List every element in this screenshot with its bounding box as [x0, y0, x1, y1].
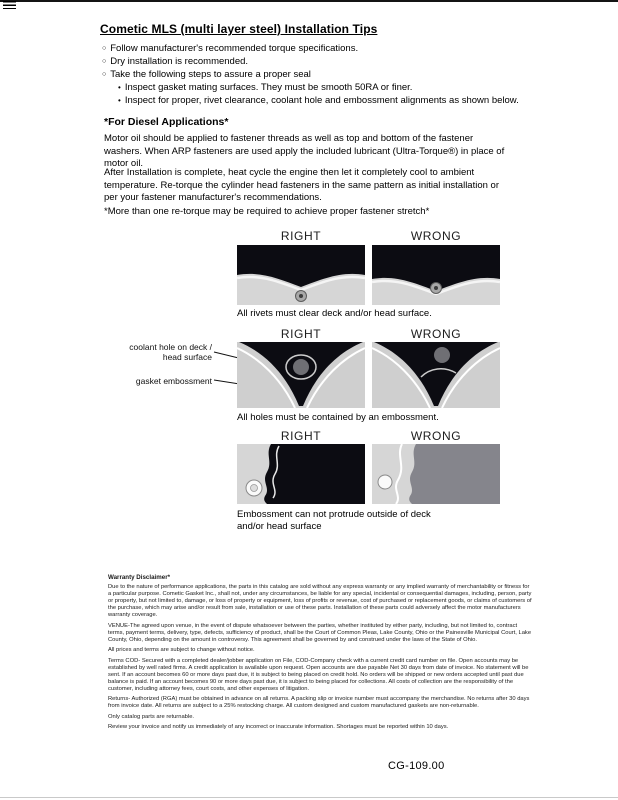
diagram-rivet-right: [237, 245, 365, 305]
warranty-paragraph: Review your invoice and notify us immediately of any incorrect or inaccurate information. Shortages must be reported within 10 days.: [108, 724, 449, 730]
tip-text: Follow manufacturer's recommended torque specifications.: [110, 43, 359, 54]
wrong-label: WRONG: [410, 229, 462, 243]
top-rule: [0, 0, 618, 2]
hole-right-illustration: [237, 342, 365, 408]
tip-text: Inspect for proper, rivet clearance, coolant hole and embossment alignments as shown below.: [124, 95, 519, 106]
warranty-paragraph: Terms COD- Secured with a completed dealer/jobber application on File, COD-Company check with a current credit card number on file. Open accounts may be established by well rated firms. A credit application is available upon request. Open accounts are due payable Net 30 days from date of invoice. No statement will be sent. If an account becomes 60 or more days past due, it is subject to being placed on credit hold. No orders will be shipped or new orders accepted until past due balance is paid. If an account becomes 90 or more days past due, it is subject to being placed for collections. All costs of collection are the responsibility of the customer, including attorney fees, court costs, and other expenses of litigation.: [108, 657, 529, 692]
tip-item: [102, 56, 248, 67]
diagram-embossment-wrong: [372, 444, 500, 504]
tip-text: Take the following steps to assure a proper seal: [110, 69, 311, 80]
embossment-caption: Embossment can not protrude outside of deck and/or head surface: [237, 509, 431, 532]
tip-item: [102, 69, 311, 80]
right-label: RIGHT: [280, 429, 322, 443]
rivet-right-illustration: [237, 245, 365, 305]
open-bullet-icon: ○: [102, 71, 107, 78]
wrong-label: WRONG: [410, 429, 462, 443]
bottom-rule: [0, 797, 618, 798]
diesel-heading: *For Diesel Applications*: [104, 116, 229, 128]
right-label: RIGHT: [280, 327, 322, 341]
coolant-hole-callout: coolant hole on deck / head surface: [129, 342, 212, 362]
diagram-hole-wrong: [372, 342, 500, 408]
tip-item: [102, 43, 358, 54]
wrong-label: WRONG: [410, 327, 462, 341]
hole-wrong-illustration: [372, 342, 500, 408]
diesel-paragraph-2: After Installation is complete, heat cycle the engine then let it completely cool to ambient temperature. Re-torque the cylinder head fasteners in the same pattern as initial installation or per your fastener manufacturer's recommendations.: [104, 167, 499, 203]
hole-caption: All holes must be contained by an embossment.: [237, 412, 439, 423]
embossment-right-illustration: [237, 444, 365, 504]
warranty-paragraph: All prices and terms are subject to change without notice.: [108, 647, 255, 653]
rivet-wrong-illustration: [372, 245, 500, 305]
open-bullet-icon: ○: [102, 45, 107, 52]
embossment-callout: gasket embossment: [135, 376, 212, 386]
warranty-paragraph: VENUE-The agreed upon venue, in the event of dispute whatsoever between the parties, whether instituted by either party, including, but not limited to, contract terms, payment terms, delivery, type, defects, sufficiency of product, shall be the Court of Common Pleas, Lake County, Ohio or the Painesville Municipal Court, Lake County, Ohio, depending on the amount in controversy. This agreement shall be governed by and construed under the laws of the State of Ohio.: [108, 622, 532, 643]
page-code: CG-109.00: [388, 760, 445, 772]
embossment-wrong-illustration: [372, 444, 500, 504]
diagram-embossment-right: [237, 444, 365, 504]
diagram-hole-right: [237, 342, 365, 408]
page-corner-mark: [3, 1, 16, 9]
tip-sub-item: [118, 95, 519, 106]
tip-text: Inspect gasket mating surfaces. They must be smooth 50RA or finer.: [124, 82, 413, 93]
warranty-paragraph: Due to the nature of performance applications, the parts in this catalog are sold without any express warranty or any implied warranty of merchantability or fitness for a particular purpose. Cometic Gasket Inc., shall not, under any circumstances, be liable for any special, incidental or consequential damages, including, person, party or property, but not limited to, damage, or loss of property or equipment, loss of profits or revenue, cost of purchased or replacement goods, or claims of customers of the purchase, which may arise and/or result from sale, installation or use of these parts. Installation of these parts could adversely affect the motor manufacturers warranty coverage.: [108, 584, 532, 618]
warranty-paragraph: Returns- Authorized (RGA) must be obtained in advance on all returns. A packing slip or invoice number must accompany the merchandise. No returns after 30 days from invoice date. All returns are subject to a 25% restocking charge. All custom designed and custom manufactured gaskets are non-returnable.: [108, 696, 530, 709]
tip-text: Dry installation is recommended.: [110, 56, 249, 67]
warranty-heading: Warranty Disclaimer*: [108, 574, 171, 581]
page-title: Cometic MLS (multi layer steel) Installation Tips: [100, 22, 378, 36]
retorque-note: *More than one re-torque may be required to achieve proper fastener stretch*: [104, 206, 430, 217]
diesel-paragraph-1: Motor oil should be applied to fastener threads as well as top and bottom of the fastener washers. When ARP fasteners are used apply the included lubricant (Ultra-Torque®) in place of motor oil.: [104, 133, 505, 169]
tip-sub-item: [118, 82, 412, 93]
warranty-section: [108, 574, 532, 735]
warranty-paragraph: Only catalog parts are returnable.: [108, 713, 195, 720]
open-bullet-icon: ○: [102, 58, 107, 65]
diagram-rivet-wrong: [372, 245, 500, 305]
right-label: RIGHT: [280, 229, 322, 243]
rivet-caption: All rivets must clear deck and/or head surface.: [237, 308, 432, 319]
filled-bullet-icon: •: [118, 83, 121, 92]
filled-bullet-icon: •: [118, 96, 121, 105]
